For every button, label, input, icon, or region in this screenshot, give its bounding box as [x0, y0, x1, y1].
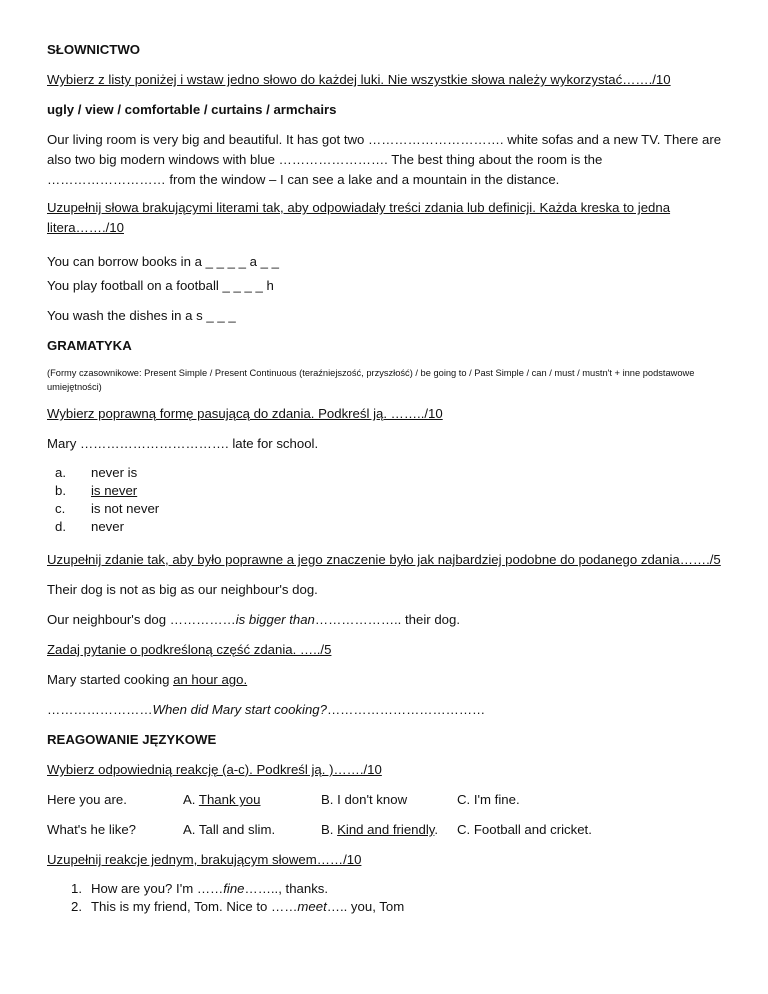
reaction-prompt: Here you are. [47, 792, 127, 807]
exercise-sentence: Their dog is not as big as our neighbour's dog. [47, 582, 318, 597]
item-suffix: …….., thanks. [244, 881, 329, 896]
task-instruction: Zadaj pytanie o podkreśloną część zdania. …../5 [47, 642, 332, 657]
question-answer: When did Mary start cooking? [152, 702, 327, 717]
question-underlined-part: an hour ago. [173, 672, 248, 687]
task-instruction: Uzupełnij zdanie tak, aby było poprawne a jego znaczenie było jak najbardziej podobne do podanego zdania……./5 [47, 552, 721, 567]
rewrite-answer: is bigger than [235, 612, 315, 627]
option-text: never [91, 519, 124, 534]
option-text: is not never [91, 501, 160, 516]
option-letter: A. [183, 822, 199, 837]
item-prefix: This is my friend, Tom. Nice to …… [91, 899, 298, 914]
task-instruction: Uzupełnij reakcje jednym, brakującym słowem……/10 [47, 852, 362, 867]
exercise-sentence: You play football on a football _ _ _ _ h [47, 278, 274, 293]
item-answer: meet [297, 899, 327, 914]
task-instruction: Uzupełnij słowa brakującymi literami tak, aby odpowiadały treści zdania lub definicji. Każda kreska to jedna litera……./10 [47, 200, 671, 235]
rewrite-suffix: ……………….. their dog. [314, 612, 460, 627]
reaction-prompt: What's he like? [47, 822, 137, 837]
option-text-underlined: Thank you [198, 792, 261, 807]
option-letter: A. [183, 792, 199, 807]
option-text: never is [91, 465, 138, 480]
exercise-sentence: Mary ……………………………. late for school. [47, 436, 319, 451]
word-list: ugly / view / comfortable / curtains / armchairs [47, 102, 337, 117]
section-title-vocabulary: SŁOWNICTWO [47, 42, 141, 57]
question-sentence [47, 670, 247, 690]
option-text: I don't know [337, 792, 408, 807]
option-punctuation: . [434, 822, 439, 837]
option-letter: c. [55, 501, 66, 516]
option-letter: B. [321, 822, 338, 837]
item-answer: fine [223, 881, 245, 896]
option-letter: d. [55, 519, 66, 534]
item-number: 1. [71, 881, 82, 896]
question-prefix: Mary started cooking [47, 672, 174, 687]
option-letter: B. [321, 792, 338, 807]
rewrite-line [47, 610, 460, 630]
section-title-grammar: GRAMATYKA [47, 338, 132, 353]
item-suffix: ….. you, Tom [326, 899, 405, 914]
reaction-option-c: C. I'm fine. [457, 792, 520, 807]
task-instruction: Wybierz z listy poniżej i wstaw jedno słowo do każdej luki. Nie wszystkie słowa należy wykorzystać……./10 [47, 72, 671, 87]
task-instruction: Wybierz poprawną formę pasującą do zdania. Podkreśl ją. ……../10 [47, 406, 443, 421]
rewrite-prefix: Our neighbour's dog …………… [47, 612, 236, 627]
item-number: 2. [71, 899, 82, 914]
answer-dots-prefix: …………………… [47, 702, 153, 717]
option-text-underlined: is never [91, 483, 138, 498]
exercise-sentence: You can borrow books in a _ _ _ _ a _ _ [47, 254, 279, 269]
reaction-option-b [321, 820, 438, 840]
reaction-option-c: C. Football and cricket. [457, 822, 592, 837]
option-letter: b. [55, 483, 66, 498]
reaction-option-b [321, 790, 407, 810]
answer-dots-suffix: ……………………………… [326, 702, 486, 717]
question-answer-line [47, 700, 485, 720]
grammar-note: (Formy czasownikowe: Present Simple / Present Continuous (teraźniejszość, przyszłość) / be going to / Past Simple / can / must / mustn't + inne podstawowe umiejętności) [47, 368, 695, 392]
gap-fill-paragraph: Our living room is very big and beautiful. It has got two …………………………. white sofas and a new TV. There are also two big modern windows with blue ……………………. The best thing about the room is the ……………………… from the window – I can see a lake and a mountain in the distance. [47, 132, 722, 187]
task-instruction: Wybierz odpowiednią reakcję (a-c). Podkreśl ją. )……./10 [47, 762, 382, 777]
reaction-item [91, 898, 404, 916]
option-letter: a. [55, 465, 66, 480]
reaction-option-a [183, 790, 260, 810]
option-text-underlined: Kind and friendly [337, 822, 435, 837]
section-title-reaction: REAGOWANIE JĘZYKOWE [47, 732, 217, 747]
reaction-item [91, 880, 328, 898]
exercise-sentence: You wash the dishes in a s _ _ _ [47, 308, 236, 323]
item-prefix: How are you? I'm …… [91, 881, 224, 896]
option-text: Tall and slim. [198, 822, 276, 837]
reaction-option-a [183, 820, 275, 840]
